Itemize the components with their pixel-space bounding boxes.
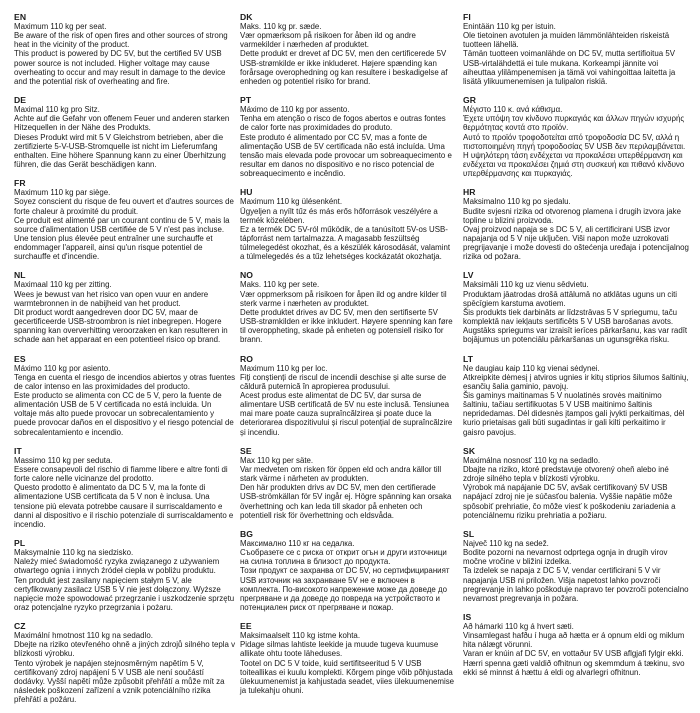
language-code: ES [14,353,26,364]
language-code: BG [240,528,254,539]
language-block-is [463,612,689,677]
warning-text: Að hámarki 110 kg á hvert sæti. Vinsamlegast hafðu í huga að hætta er á opnum eldi og miklum hita nálægt vörunni. Varan er knúin af DC 5V, en vottaður 5V USB aflgjafi fylgir ekki. Hærri spenna gæti valdið ofhitnun og skemmdum á tækinu, svo ekki sé minnst á hættu á eldi og alvarlegri ofhitnun. [463,621,685,677]
language-block-fi [463,12,689,86]
warning-text: Maximum 110 kg per loc. Fiți conștienți de riscul de incendii deschise și alte surse de căldură puternică în apropierea produsului. Acest produs este alimentat de DC 5V, dar sursa de alimentare USB certificată de 5V nu este inclusă. Tensiunea mai mare poate cauza supraîncălzirea și poate duce la deteriorarea dispozitivului și riscul potențial de supraîncălzire și incendiu. [240,363,453,437]
warning-text: Maksimāli 110 kg uz vienu sēdvietu. Produktam jāatrodas drošā attālumā no atklātas uguns un citi spēcīgiem karstuma avotiem. Šis produkts tiek darbināts ar līdzstrāvas 5 V spriegumu, taču komplektā nav iekļauts sertificēts 5 V USB barošanas avots. Augstāks spriegums var izraisīt ierīces pārkaršanu, kas var radīt bojājumus un potenciālu pārkaršanas un ugunsgrēka risku. [463,280,688,345]
warning-text: Maximum 110 kg ülésenként. Ügyeljen a nyílt tűz és más erős hőforrások veszélyére a termék közelében. Ez a termék DC 5V-ról működik, de a tanúsított 5V-os USB-tápforrást nem tartalmazza. A magasabb feszültség túlmelegedést okozhat, és a készülék károsodását, valamint a túlmelegedés és a tűz lehetséges kockázatát okozhatja. [240,197,451,262]
language-block-es [14,354,236,437]
language-block-lt [463,354,689,437]
warning-text: Massimo 110 kg per seduta. Essere consapevoli del rischio di fiamme libere e altre fonti di forte calore nelle vicinanze del prodotto. Questo prodotto è alimentato da DC 5 V, ma la fonte di alimentazione USB certificata da 5 V non è inclusa. Una tensione più elevata potrebbe causare il surriscaldamento e danni al dispositivo e il rischio potenziale di surriscaldamento e incendio. [14,455,234,529]
language-block-pl [14,538,236,612]
warning-text: Maks. 110 kg per sete. Vær oppmerksom på risikoen for åpen ild og andre kilder til sterk varme i nærheten av produktet. Dette produktet drives av DC 5V, men den sertifiserte 5V USB-strømkilden er ikke inkludert. Høyere spenning kan føre til overoppheting, skade på enheten og potensiell risiko for brann. [240,280,453,345]
warning-text: Maksimaalselt 110 kg istme kohta. Pidage silmas lahtiste leekide ja muude tugeva kuumuse allikate ohtu toote läheduses. Tootel on DC 5 V toide, kuid sertifitseeritud 5 V USB toiteallikas ei kuulu komplekti. Kõrgem pinge võib põhjustada ülekuumenemist ja kahjustada seadet, viies ülekuumenemise ja tulekahju ohuni. [240,631,455,696]
language-block-gr [463,95,689,178]
language-code: FR [14,178,26,189]
language-code: NO [240,270,254,281]
language-block-dk [240,12,456,86]
language-code: EE [240,621,252,632]
language-block-no [240,270,456,344]
language-block-cz [14,621,236,704]
warning-text: Maksimalno 110 kg po sjedalu. Budite svjesni rizika od otvorenog plamena i drugih izvora jake topline u blizini proizvoda. Ovaj proizvod napaja se s DC 5 V, ali certificirani USB izvor napajanja od 5 V nije uključen. Viši napon može uzrokovati pregrijavanje i može dovesti do oštećenja uređaja i potencijalnog rizika od požara. [463,197,689,262]
language-code: CZ [14,621,26,632]
language-code: DK [240,12,253,22]
warning-text: Максимално 110 кг на седалка. Съобразете се с риска от открит огън и други източници на силна топлина в близост до продукта. Този продукт се захранва от DC 5V, но сертифицираният USB източник на захранване 5V не е включен в комплекта. По-високото напрежение може да доведе до прегряване и да доведе до повреда на устройството и потенциален риск от прегряване и пожар. [240,538,450,612]
language-block-hu [240,187,456,261]
warning-text: Maximum 110 kg par siège. Soyez conscient du risque de feu ouvert et d'autres sources de forte chaleur à proximité du produit. Ce produit est alimenté par un courant continu de 5 V, mais la source d'alimentation USB certifiée de 5 V n'est pas incluse. Une tension plus élevée peut entraîner une surchauffe et endommager l'appareil, ainsi qu'un risque potentiel de surchauffe et d'incendie. [14,188,234,262]
warning-text: Máximo 110 kg por asiento. Tenga en cuenta el riesgo de incendios abiertos y otras fuentes de calor intenso en las proximidades del producto. Este producto se alimenta con CC de 5 V, pero la fuente de alimentación USB de 5 V certificada no está incluida. Un voltaje más alto puede provocar un sobrecalentamiento y puede provocar daños en el dispositivo y el riesgo potencial de sobrecalentamiento e incendio. [14,363,236,437]
warning-text: Ne daugiau kaip 110 kg vienai sėdynei. Atkreipkite dėmesį į atviros ugnies ir kitų stiprios šilumos šaltinių, esančių šalia gaminio, pavojų. Šis gaminys maitinamas 5 V nuolatinės srovės maitinimo šaltiniu, tačiau sertifikuotas 5 V USB maitinimo šaltinis nepridedamas. Dėl didesnės įtampos gali įvykti perkaitimas, dėl kurio prietaisas gali būti sugadintas ir gali kilti perkaitimo ir gaisro pavojus. [463,363,689,437]
language-block-sk [463,446,689,520]
warning-text: Maximal 110 kg pro Sitz. Achte auf die Gefahr von offenem Feuer und anderen starken Hitzequellen in der Nähe des Produkts. Dieses Produkt wird mit 5 V Gleichstrom betrieben, aber die zertifizierte 5-V-USB-Stromquelle ist nicht im Lieferumfang enthalten. Eine höhere Spannung kann zu einer Überhitzung führen, die das Gerät beschädigen kann. [14,105,230,170]
language-code: EN [14,12,27,22]
language-block-se [240,446,456,520]
warning-text: Μέγιστο 110 κ. ανά κάθισμα. Έχετε υπόψη τον κίνδυνο πυρκαγιάς και άλλων πηγών ισχυρής θερμότητας κοντά στο προϊόν. Αυτό το προϊόν τροφοδοτείται από τροφοδοσία DC 5V, αλλά η πιστοποιημένη πηγή τροφοδοσίας 5V USB δεν περιλαμβάνεται. Η υψηλότερη τάση ενδέχεται να προκαλέσει υπερθέρμανση και ενδέχεται να προκαλέσει ζημιά στη συσκευή και πιθανό κίνδυνο υπερθέρμανσης και πυρκαγιάς. [463,105,686,179]
warning-text: Maksymalnie 110 kg na siedzisko. Należy mieć świadomość ryzyka związanego z używaniem otwartego ognia i innych źródeł ciepła w pobliżu produktu. Ten produkt jest zasilany napięciem stałym 5 V, ale certyfikowany zasilacz USB 5 V nie jest dołączony. Wyższe napięcie może spowodować przegrzanie i uszkodzenie sprzętu oraz potencjalne ryzyko przegrzania i pożaru. [14,548,235,612]
language-code: SE [240,445,252,456]
language-block-ee [240,621,456,695]
language-code: HU [240,187,253,198]
language-code: LV [463,270,474,281]
language-code: LT [463,353,474,364]
language-block-fr [14,178,236,261]
warning-text: Enintään 110 kg per istuin. Ole tietoinen avotulen ja muiden lämmönlähteiden riskeistä tuotteen lähellä. Tämän tuotteen voimanlähde on DC 5V, mutta sertifioitua 5V USB-virtalähdettä ei tule mukana. Korkeampi jännite voi aiheuttaa ylilämpenemisen ja tämä voi vahingoittaa laitetta ja lisätä ylikuumenemisen ja tulipalon riskiä. [463,22,676,86]
column-left [14,12,236,713]
language-code: FI [463,12,471,22]
column-middle [240,12,456,704]
language-code: PT [240,95,252,106]
language-code: PL [14,538,26,549]
language-code: RO [240,353,254,364]
warning-text: Največ 110 kg na sedež. Bodite pozorni na nevarnost odprtega ognja in drugih virov močne vročine v bližini izdelka. Ta izdelek se napaja z DC 5 V, vendar certificirani 5 V vir napajanja USB ni priložen. Višja napetost lahko povzroči pregrevanje in lahko poškoduje napravo ter povzroči potencialno nevarnost pregrevanja in požara. [463,538,689,603]
column-right [463,12,689,686]
language-code: GR [463,95,477,106]
language-block-de [14,95,236,169]
language-block-pt [240,95,456,178]
language-block-en [14,12,236,86]
language-block-hr [463,187,689,261]
warning-text: Maximální hmotnost 110 kg na sedadlo. Dbejte na riziko otevřeného ohně a jiných zdrojů silného tepla v blízkosti výrobku. Tento výrobek je napájen stejnosměrným napětím 5 V, certifikovaný zdroj napájení 5 V USB ale není součástí dodávky. Vyšší napětí může způsobit přehřátí a může mít za následek poškození zařízení a vznik potenciálního rizika přehřátí a požáru. [14,631,236,705]
language-code: DE [14,95,27,106]
warning-text: Max 110 kg per säte. Var medveten om risken för öppen eld och andra källor till stark värme i närheten av produkten. Den här produkten drivs av DC 5V, men den certifierade USB-strömkällan för 5V ingår ej. Högre spänning kan orsaka överhettning och kan leda till skador på enheten och potentiell risk för överhettning och eldsvåda. [240,455,452,520]
language-code: IS [463,611,472,622]
language-block-ro [240,354,456,437]
language-code: HR [463,187,476,198]
language-code: SL [463,528,475,539]
language-block-it [14,446,236,529]
language-code: IT [14,445,22,456]
warning-text: Maximaal 110 kg per zitting. Wees je bewust van het risico van open vuur en andere warmtebronnen in de nabijheid van het product. Dit product wordt aangedreven door DC 5V, maar de gecertificeerde USB-stroombron is niet inbegrepen. Hogere spanning kan oververhitting veroorzaken en kan resulteren in schade aan het apparaat en een potentieel risico op brand. [14,280,228,345]
warning-text: Maks. 110 kg pr. sæde. Vær opmærksom på risikoen for åben ild og andre varmekilder i nærheden af produktet. Dette produkt er drevet af DC 5V, men den certificerede 5V USB-strømkilde er ikke inkluderet. Højere spænding kan forårsage overophedning og kan resultere i beskadigelse af enheden og potentiel risiko for brand. [240,22,448,86]
warning-text: Maximum 110 kg per seat. Be aware of the risk of open fires and other sources of strong heat in the vicinity of the product. This product is powered by DC 5V, but the certified 5V USB power source is not included. Higher voltage may cause overheating to occur and may result in damage to the device and the potential risk of overheating and fire. [14,22,228,86]
language-code: SK [463,445,476,456]
warning-text: Máximo de 110 kg por assento. Tenha em atenção o risco de fogos abertos e outras fontes de calor forte nas proximidades do produto. Este produto é alimentado por CC 5V, mas a fonte de alimentação USB de 5V certificada não está incluída. Uma tensão mais elevada pode provocar um sobreaquecimento e resultar em danos no dispositivo e no risco potencial de sobreaquecimento e incêndio. [240,105,452,179]
language-block-nl [14,270,236,344]
language-code: NL [14,270,26,281]
warning-text: Maximálna nosnosť 110 kg na sedadlo. Dbajte na riziko, ktoré predstavuje otvorený oheň alebo iné zdroje silného tepla v blízkosti výrobku. Výrobok má napájanie DC 5V, avšak certifikovaný 5V USB napájací zdroj nie je súčasťou balenia. Vyššie napätie môže spôsobiť prehriatie, čo môže viesť k poškodeniu zariadenia a potenciálnemu riziku prehriatia a požiaru. [463,455,676,520]
language-block-bg [240,529,456,612]
language-block-lv [463,270,689,344]
language-block-sl [463,529,689,603]
